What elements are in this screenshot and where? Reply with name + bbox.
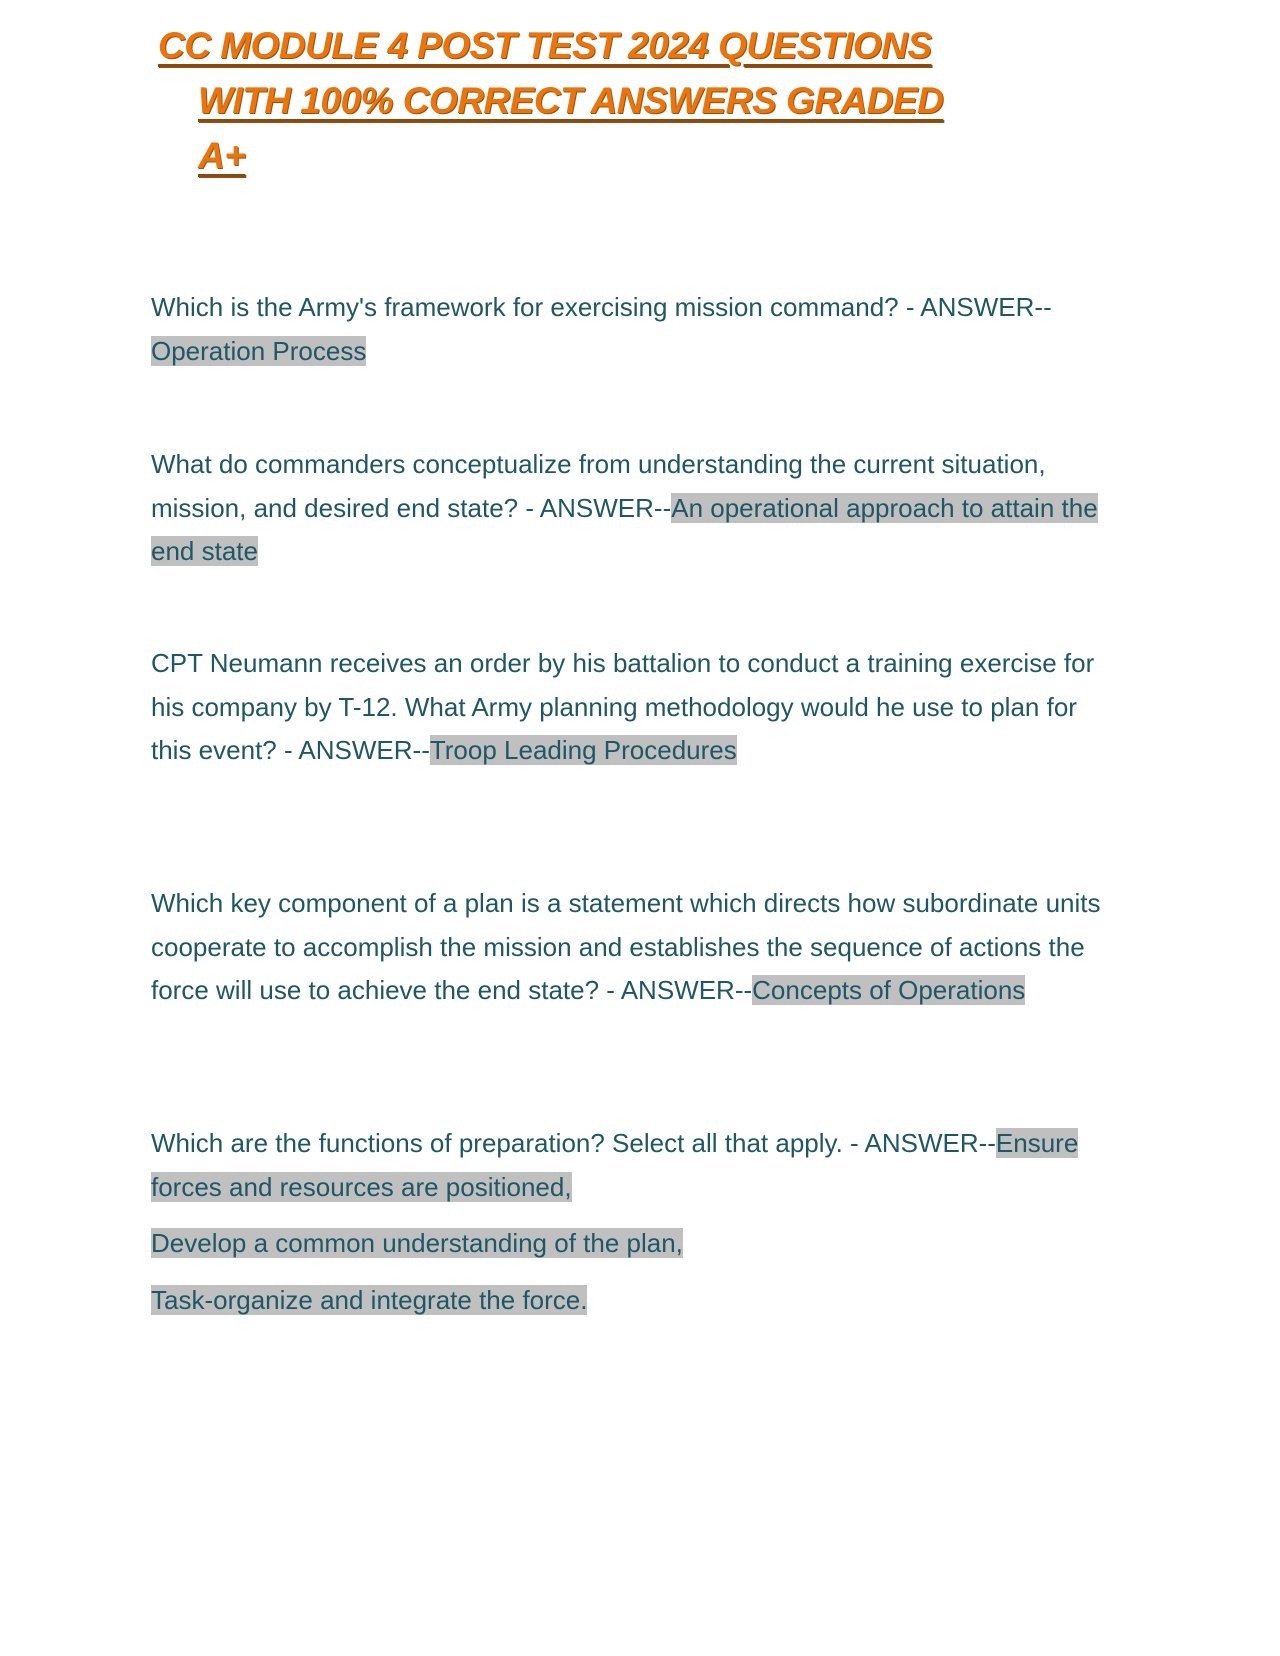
answer-separator: - ANSWER-- bbox=[276, 735, 430, 765]
question-text: Which are the functions of preparation? Select all that apply. bbox=[151, 1128, 843, 1158]
title-line-2: WITH 100% CORRECT ANSWERS GRADED bbox=[198, 80, 944, 121]
answer-line-2 bbox=[151, 1223, 683, 1263]
question-4 bbox=[151, 882, 1111, 1013]
question-text: CPT Neumann receives an order by his battalion to conduct a training exercise for his company by T-12. What Army planning methodology would he use to plan for this event? bbox=[151, 648, 1095, 765]
question-text: Which key component of a plan is a statement which directs how subordinate units cooperate to accomplish the mission and establishes the sequence of actions the force will use to achieve the end state? bbox=[151, 888, 1101, 1005]
answer-highlight: Task-organize and integrate the force. bbox=[151, 1285, 588, 1315]
answer-separator: - ANSWER-- bbox=[898, 292, 1052, 322]
answer-highlight: Operation Process bbox=[151, 335, 367, 366]
title-line-1: CC MODULE 4 POST TEST 2024 QUESTIONS bbox=[158, 25, 932, 66]
question-2 bbox=[151, 443, 1111, 574]
answer-highlight: Troop Leading Procedures bbox=[429, 735, 737, 765]
answer-separator: - ANSWER-- bbox=[599, 975, 753, 1005]
answer-line-3 bbox=[151, 1280, 587, 1320]
answer-highlight: Develop a common understanding of the plan, bbox=[151, 1228, 683, 1258]
answer-highlight: Ensure forces and resources are positioned, bbox=[151, 1128, 1079, 1202]
question-3 bbox=[151, 642, 1111, 773]
answer-highlight: Concepts of Operations bbox=[752, 975, 1026, 1005]
title-line-3: A+ bbox=[198, 135, 246, 176]
document-title bbox=[158, 18, 1058, 183]
question-text: What do commanders conceptualize from understanding the current situation, mission, and desired end state? bbox=[151, 449, 1046, 523]
question-text: Which is the Army's framework for exercising mission command? bbox=[151, 292, 899, 322]
question-5 bbox=[151, 1122, 1111, 1209]
answer-highlight: An operational approach to attain the end state bbox=[151, 492, 1098, 566]
answer-separator: - ANSWER-- bbox=[842, 1128, 996, 1158]
answer-separator: - ANSWER-- bbox=[518, 492, 672, 523]
question-1 bbox=[151, 286, 1111, 373]
